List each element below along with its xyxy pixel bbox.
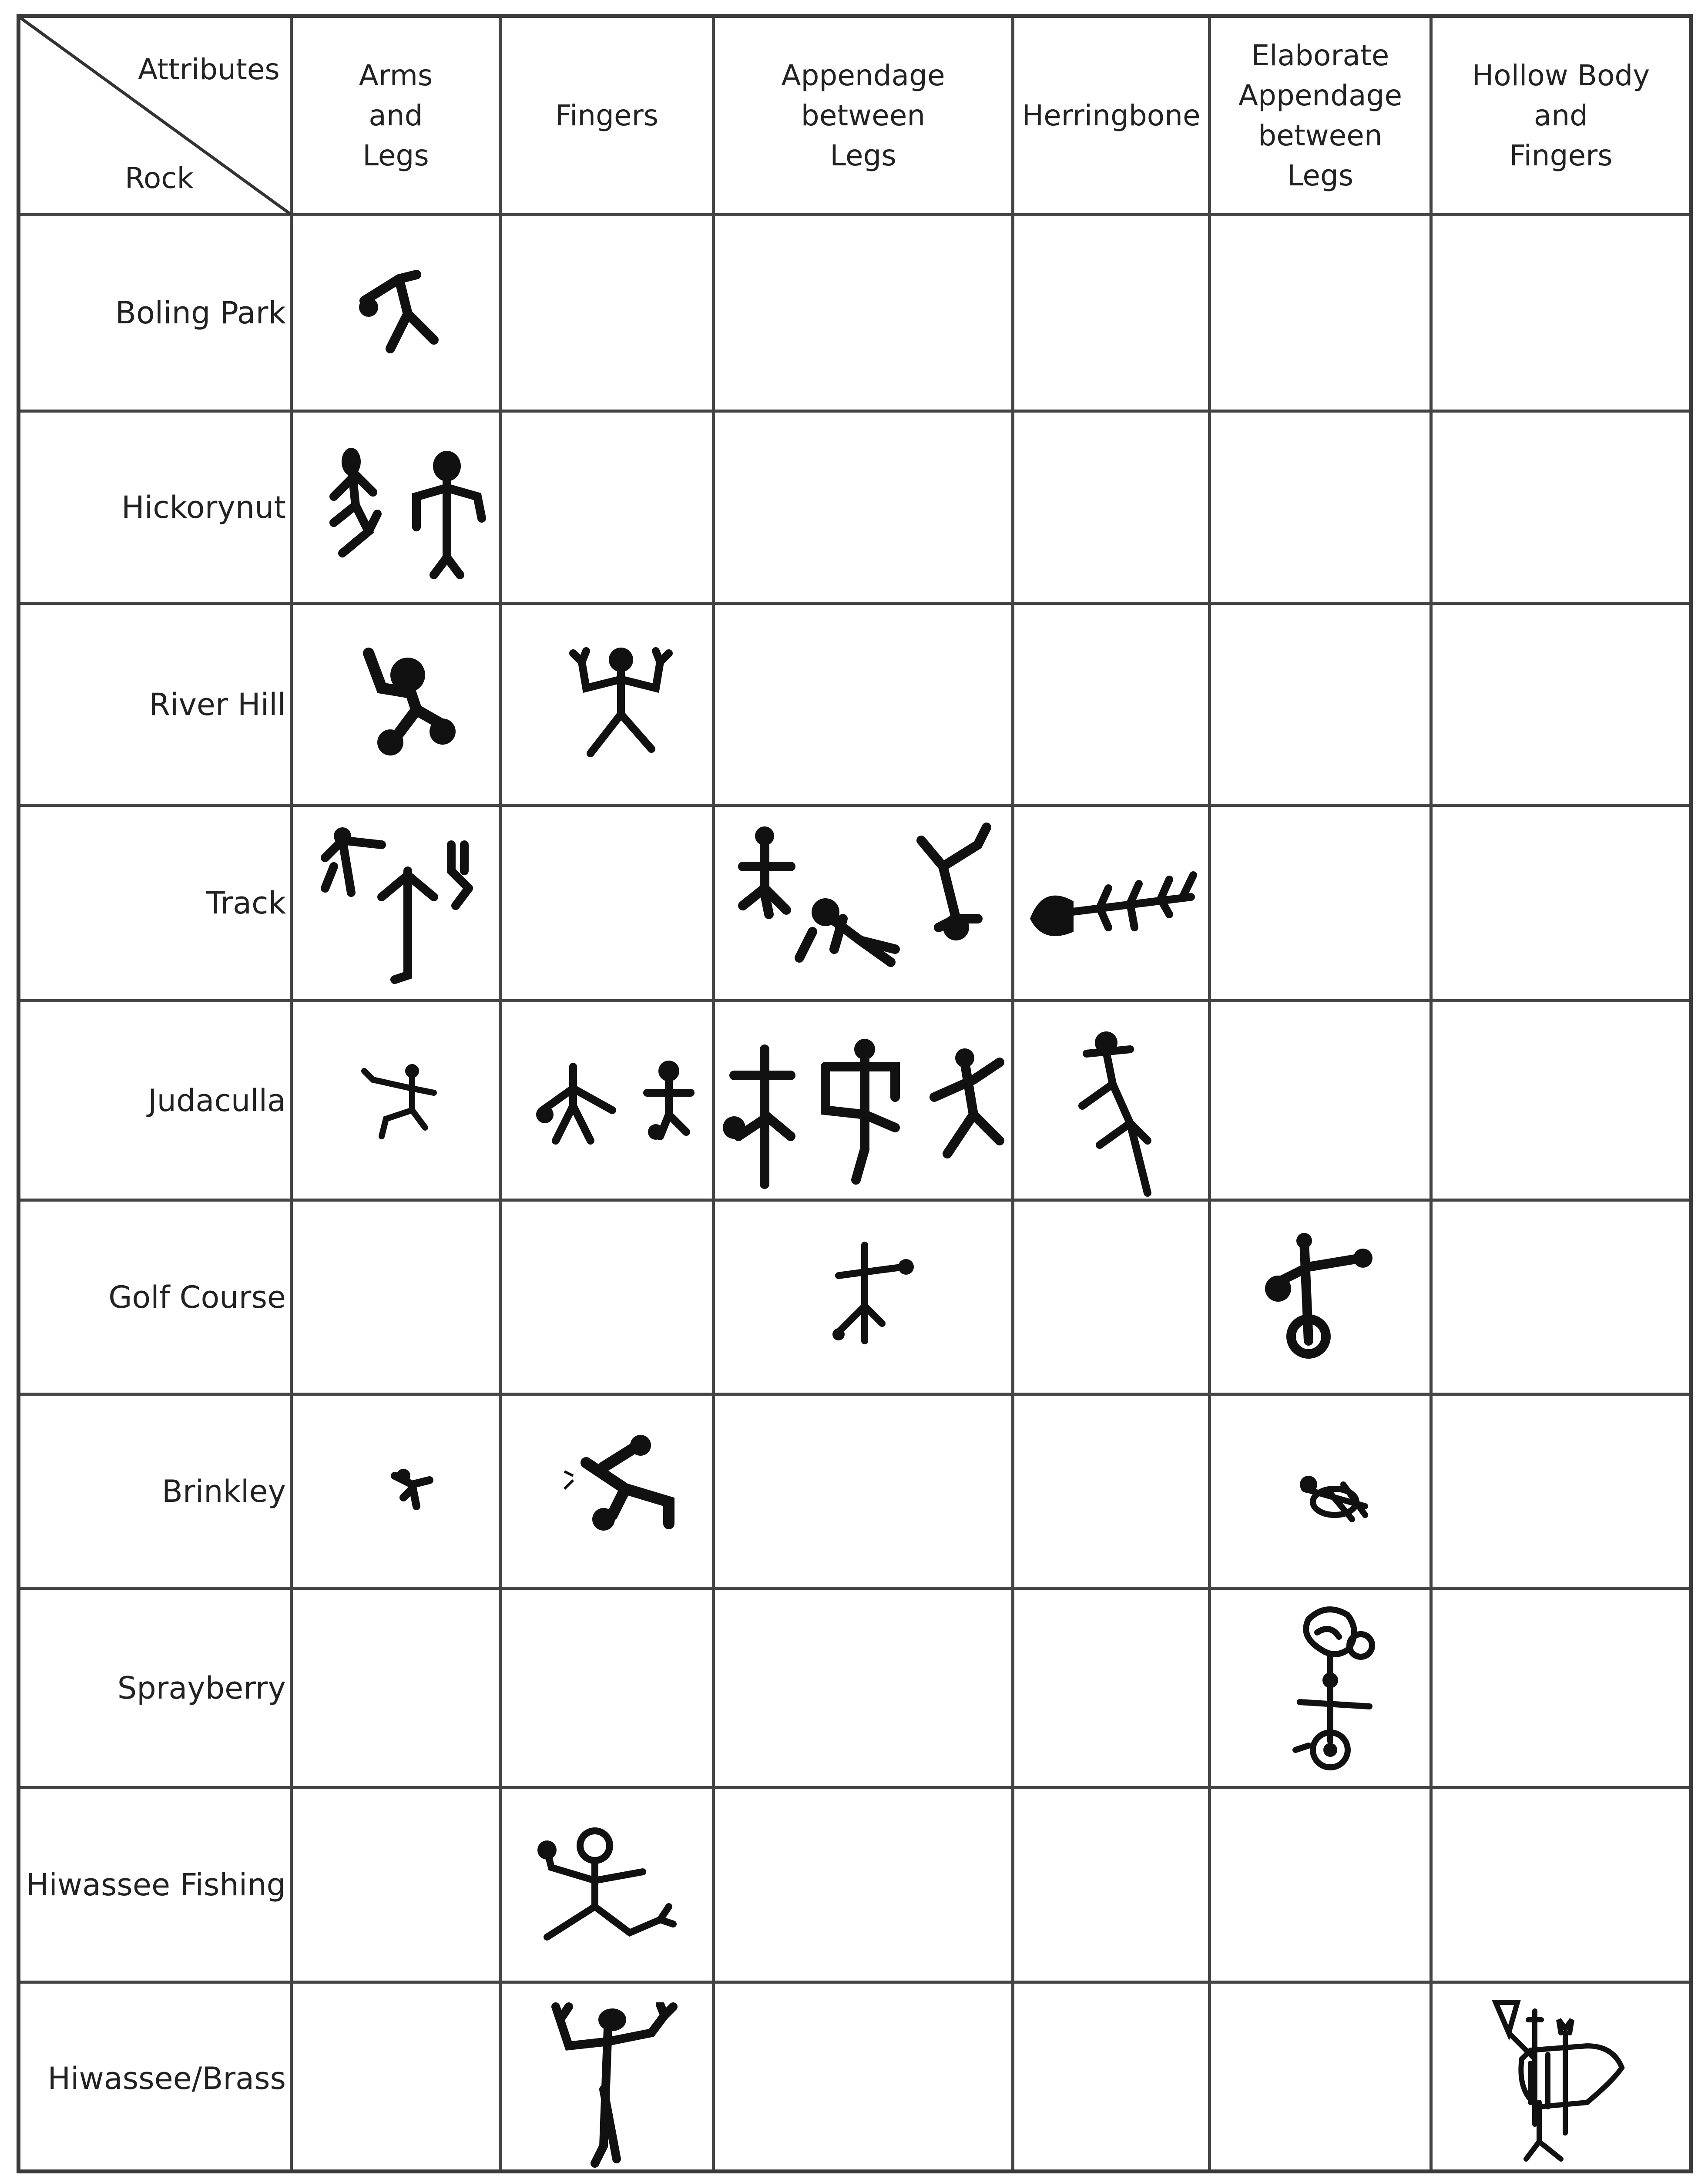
col-header-arms-legs: Arms and Legs xyxy=(359,58,433,172)
col-divider xyxy=(1429,18,1433,2169)
row-label-boling-park: Boling Park xyxy=(115,295,286,331)
row-divider xyxy=(20,410,1689,413)
row-divider xyxy=(20,1587,1689,1590)
row-divider xyxy=(20,1393,1689,1396)
river-hill-arms-legs-figure-icon xyxy=(351,640,464,758)
col-divider xyxy=(712,18,715,2169)
col-header-herringbone: Herringbone xyxy=(1022,98,1201,132)
row-label-hiwassee-fishing: Hiwassee Fishing xyxy=(26,1867,286,1903)
judaculla-arms-legs-figure-icon xyxy=(356,1054,451,1145)
judaculla-herringbone-figure-icon xyxy=(1065,1019,1161,1202)
judaculla-fingers-figures-icon xyxy=(530,1054,712,1158)
col-header-fingers: Fingers xyxy=(555,98,659,132)
row-divider xyxy=(20,999,1689,1002)
track-arms-legs-figures-icon xyxy=(308,819,499,993)
col-divider xyxy=(499,18,502,2169)
row-label-brinkley: Brinkley xyxy=(161,1473,286,1509)
brinkley-elaborate-figure-icon xyxy=(1291,1467,1378,1528)
row-label-judaculla: Judaculla xyxy=(148,1082,286,1118)
hiwassee-brass-fingers-figure-icon xyxy=(543,2002,682,2172)
judaculla-appendage-figures-icon xyxy=(721,1028,1013,1193)
hickorynut-arms-legs-figures-icon xyxy=(308,444,499,584)
golf-course-appendage-figure-icon xyxy=(812,1236,921,1358)
col-header-appendage: Appendage between Legs xyxy=(781,58,945,172)
col-header-elaborate-appendage: Elaborate Appendage between Legs xyxy=(1238,38,1403,192)
sprayberry-elaborate-figure-icon xyxy=(1282,1602,1396,1776)
golf-course-elaborate-figure-icon xyxy=(1261,1232,1383,1371)
petroglyph-attribute-table xyxy=(17,14,1693,2173)
col-divider xyxy=(1208,18,1211,2169)
row-label-sprayberry: Sprayberry xyxy=(117,1670,286,1706)
row-divider xyxy=(20,804,1689,807)
track-herringbone-figure-icon xyxy=(1026,862,1200,958)
corner-rock-label: Rock xyxy=(125,161,194,195)
track-appendage-figures-icon xyxy=(725,819,1004,993)
river-hill-fingers-figure-icon xyxy=(564,640,678,766)
brinkley-arms-legs-figure-icon xyxy=(386,1463,438,1515)
col-divider xyxy=(290,18,293,2169)
row-label-river-hill: River Hill xyxy=(149,686,286,722)
corner-attributes-label: Attributes xyxy=(138,53,280,86)
row-label-hiwassee-brass: Hiwassee/Brass xyxy=(47,2061,286,2096)
col-header-hollow-body: Hollow Body and Fingers xyxy=(1472,58,1650,172)
boling-park-arms-legs-figure-icon xyxy=(351,266,451,366)
row-label-golf-course: Golf Course xyxy=(108,1279,286,1315)
row-divider xyxy=(20,602,1689,605)
hiwassee-fishing-fingers-figure-icon xyxy=(530,1824,695,1954)
row-divider xyxy=(20,1981,1689,1984)
hiwassee-brass-hollow-body-figure-icon xyxy=(1491,1994,1635,2172)
row-divider xyxy=(20,1199,1689,1202)
row-label-track: Track xyxy=(206,885,286,921)
row-label-hickorynut: Hickorynut xyxy=(121,489,286,525)
brinkley-fingers-figure-icon xyxy=(560,1432,686,1537)
row-divider xyxy=(20,1786,1689,1789)
